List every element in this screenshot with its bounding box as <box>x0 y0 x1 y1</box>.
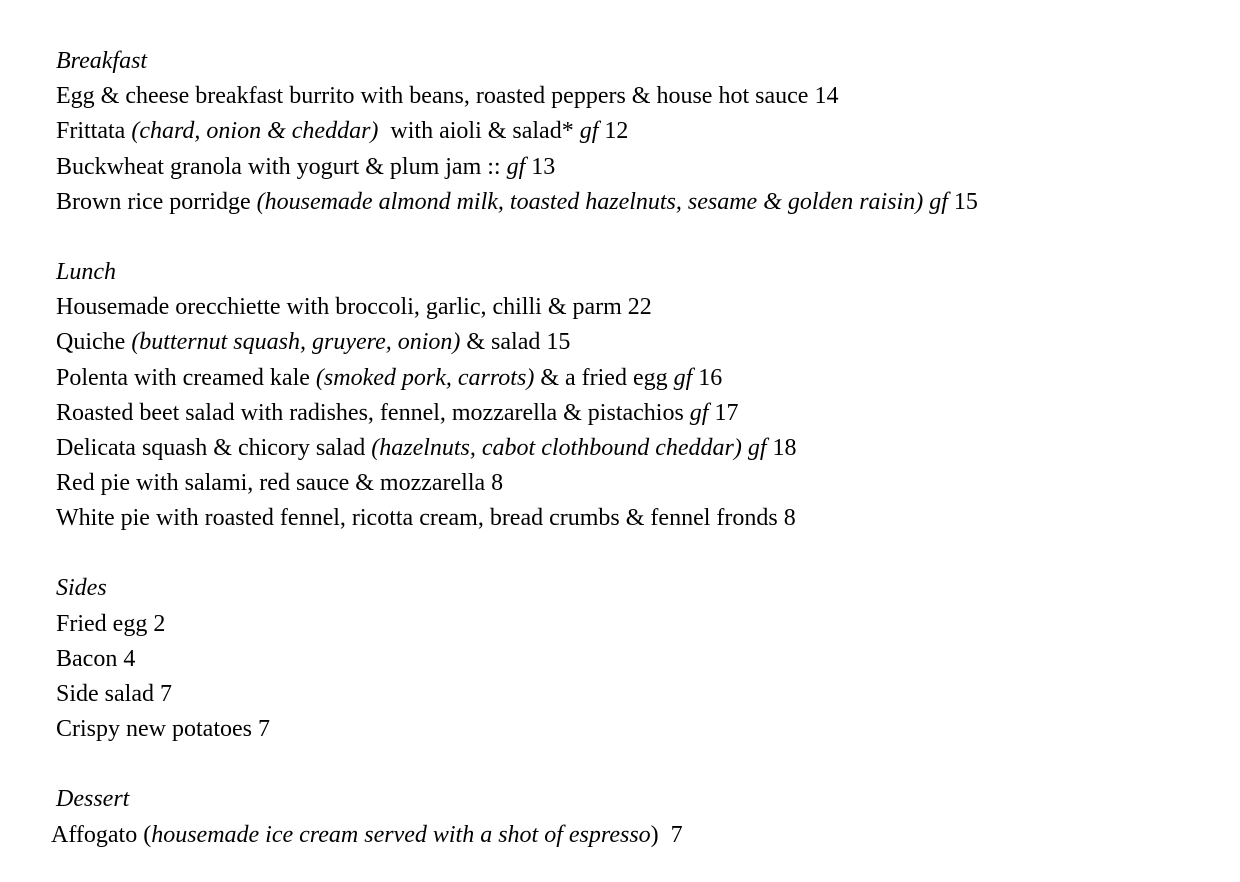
item-price: 18 <box>772 434 797 461</box>
breakfast-heading: Breakfast <box>56 48 148 74</box>
item-detail: housemade ice cream served with a shot of espresso <box>151 821 651 848</box>
item-detail: (butternut squash, gruyere, onion) <box>131 329 461 356</box>
gluten-free-tag: gf <box>579 118 599 145</box>
menu-item-fried-egg <box>56 607 1206 642</box>
item-price: 17 <box>714 399 739 426</box>
item-extra: & salad <box>466 329 541 356</box>
item-name: Egg & cheese breakfast burrito with beans, roasted peppers & house hot sauce <box>56 83 809 110</box>
menu-item-polenta <box>56 361 1206 396</box>
menu-item-red-pie <box>56 466 1206 501</box>
menu-document <box>51 44 1206 853</box>
item-name: Side salad <box>56 681 154 707</box>
item-price: 4 <box>123 645 136 672</box>
item-name: Roasted beet salad with radishes, fennel, mozzarella & pistachios <box>56 399 684 426</box>
item-detail: (hazelnuts, cabot clothbound cheddar) <box>371 434 742 461</box>
item-name: Red pie with salami, red sauce & mozzarella <box>56 470 486 497</box>
item-detail-group <box>143 822 658 848</box>
item-price: 12 <box>604 118 629 145</box>
menu-item-quiche <box>56 325 1206 360</box>
dessert-section <box>51 782 1206 852</box>
item-name: Delicata squash & chicory salad <box>56 434 366 461</box>
item-price: 16 <box>698 364 723 391</box>
item-name: Polenta with creamed kale <box>56 364 310 391</box>
item-name: Housemade orecchiette with broccoli, garlic, chilli & parm <box>56 294 622 321</box>
item-name: Buckwheat granola with yogurt & plum jam :: <box>56 153 501 180</box>
menu-item-frittata <box>56 114 1206 149</box>
breakfast-section <box>56 44 1206 220</box>
item-price: 8 <box>491 470 504 497</box>
gluten-free-tag: gf <box>929 188 948 215</box>
menu-item-breakfast-burrito <box>56 79 1206 114</box>
item-name: Crispy new potatoes <box>56 716 252 743</box>
menu-item-delicata-salad <box>56 431 1206 466</box>
sides-section <box>56 571 1206 747</box>
open-paren: ( <box>143 821 152 848</box>
item-price: 7 <box>670 821 683 848</box>
dessert-heading: Dessert <box>56 786 130 813</box>
item-extra: & a fried egg <box>540 364 668 391</box>
item-detail: (smoked pork, carrots) <box>315 364 535 391</box>
menu-item-white-pie <box>56 501 1206 536</box>
item-price: 22 <box>627 294 652 321</box>
menu-item-granola <box>56 150 1206 185</box>
item-extra: with aioli & salad* <box>390 118 574 145</box>
item-name: Fried egg <box>56 610 148 637</box>
menu-item-orecchiette <box>56 290 1206 325</box>
item-price: 15 <box>953 188 978 215</box>
lunch-section <box>56 255 1206 537</box>
menu-item-beet-salad <box>56 396 1206 431</box>
gluten-free-tag: gf <box>747 434 767 461</box>
menu-item-porridge <box>56 185 1206 220</box>
item-price: 8 <box>783 505 796 532</box>
item-price: 13 <box>531 153 556 180</box>
item-price: 15 <box>546 329 571 356</box>
lunch-heading: Lunch <box>56 258 116 285</box>
item-price: 7 <box>159 681 172 707</box>
item-price: 14 <box>814 83 839 110</box>
item-name: Brown rice porridge <box>56 188 251 215</box>
item-price: 2 <box>153 610 166 637</box>
sides-heading: Sides <box>56 575 107 602</box>
menu-item-affogato <box>51 818 1206 853</box>
gluten-free-tag: gf <box>689 399 709 426</box>
menu-item-crispy-potatoes <box>56 712 1206 747</box>
item-detail: (housemade almond milk, toasted hazelnuts, sesame & golden raisin) <box>256 188 924 215</box>
item-name: White pie with roasted fennel, ricotta cream, bread crumbs & fennel fronds <box>56 505 778 532</box>
item-price: 7 <box>257 716 270 743</box>
menu-item-bacon <box>56 642 1206 677</box>
close-paren: ) <box>650 821 659 848</box>
item-name: Quiche <box>56 329 126 356</box>
gluten-free-tag: gf <box>506 153 526 180</box>
item-detail: (chard, onion & cheddar) <box>131 118 379 145</box>
item-name: Affogato <box>51 821 138 848</box>
menu-item-side-salad <box>56 677 1206 712</box>
item-name: Bacon <box>56 645 118 672</box>
item-name: Frittata <box>56 118 126 145</box>
gluten-free-tag: gf <box>673 364 693 391</box>
